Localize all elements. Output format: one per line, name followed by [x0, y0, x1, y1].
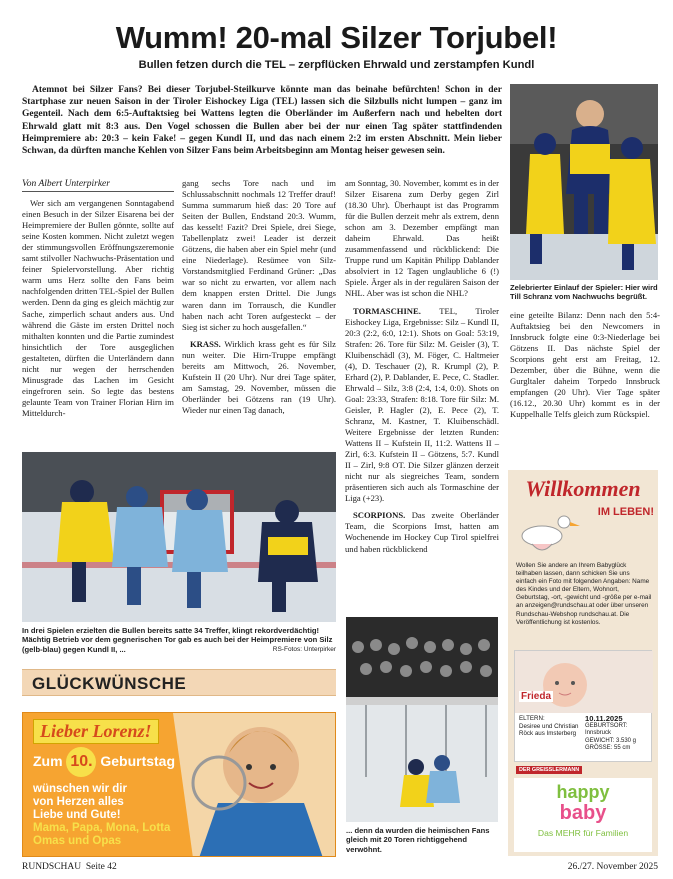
col3-keyword-scorpions: SCORPIONS.: [353, 510, 406, 521]
ad-lorenz-number: 10.: [66, 747, 96, 777]
col3-text-b: TEL, Tiroler Eishockey Liga, Ergebnisse: Silz – Kundl II, 20:3 (2:2, 6:0, 12:1). Shots on Goal: 53:19, Strafen: 26. Tore für Silz: M. Geisler (3), T. Kluibenschädl (3), M. Föger, C. Haltmeier (4), D. Teschauer (2), R. Krumpl (2), P. Erhard (2), P. Dablander, E. Pece, C. Stadler. Ehrwald – Silz, 3:8 (2:4, 1:4, 0:0). Shots on Goal: 23:33, Strafen: 8:18. Tore für Silz: M. Geisler, P. Hagler (2), E. Pece (2), T. Schranz, M. Kastner, T. Kluibenschädl. Weitere Ergebnisse der letzten Runden: Wattens II – Kufstein II, 11:2. Wattens II – Zirl, 6:3. Kufstein II – Götzens, 5:7. Kundl II – Zirl, 9:8 OT. Die Silzer glänzen derzeit nicht nur als siegreiches Team, sondern präsentieren sich auch als Tormaschine der Liga (+23).: [345, 305, 499, 504]
photo-fans-arena: [346, 617, 498, 822]
col4-text: eine geteilte Bilanz: Denn nach den 5:4-Auftaktsieg bei den Newcomers in Innsbruck folgte eine 0:3-Niederlage bei Götzens II. Das nächste Spiel der Scorpions geht erst am Freitag, 12. Dezember, über die Bühne, wenn die Gurgltaler daheim Torpedo Innsbruck empfangen (20 Uhr). Vier Tage später (16.12., 20.30 Uhr) kommt es in der Kuppelhalle Telfs gleich zum Rückspiel.: [510, 310, 660, 420]
ad-baby-title: Willkommen: [525, 476, 641, 501]
footer-page-info: RUNDSCHAU Seite 42: [22, 862, 117, 872]
article-column-1: [22, 178, 174, 419]
ad-baby-text: Wollen Sie andere an Ihrem Babyglück teilhaben lassen, dann schicken Sie uns einfach ein Foto mit folgenden Angaben: Name des Kindes und der Eltern, Wohnort, Geburtstag, -ort, -gewicht und -größe per e-mail an anzeigen@rundschau.at oder über unseren Rundschau-Webshop rundschau.at. Die Veröffentlichung ist kostenlos.: [516, 562, 652, 626]
ad-lorenz-zum: Zum: [33, 753, 63, 769]
ad-lorenz-line2: von Herzen alles: [33, 796, 124, 808]
happybaby-brand1: happy: [556, 782, 610, 802]
photo-credit: RS-Fotos: Unterpirker: [272, 645, 336, 653]
caption-hockey-game-text: In drei Spielen erzielten die Bullen bereits satte 34 Treffer, klingt rekordverdächtig! Mächtig Betrieb vor dem gegnerischen Tor gab es auch bei der Heimpremiere von Silz (gelb-blau) gegen Kundl II, ...: [22, 626, 333, 654]
happybaby-tagline: Das MEHR für Familien: [537, 828, 629, 838]
photo-player-entrance-illustration: [510, 84, 658, 280]
article-column-4: [510, 310, 660, 420]
article-column-2: [182, 178, 336, 416]
baby-parents: Desiree und Christian Röck aus Imsterberg: [519, 722, 579, 738]
footer-date: 26./27. November 2025: [567, 862, 658, 872]
ad-welcome-baby: [508, 470, 658, 856]
col2-text-b: Wirklich krass geht es für Silz nun weiter. Die Hirn-Truppe empfängt bereits am Mittwoch, 26. November, Kufstein II (20 Uhr). Nur drei Tage später, am Samstag, 29. November, müssen die Oberländer bei Götzens ran (19 Uhr). Wieder nur einen Tag danach,: [182, 338, 336, 415]
happybaby-brand2: baby: [559, 802, 607, 824]
col2-keyword: KRASS.: [190, 338, 221, 349]
lead-paragraph: [22, 84, 502, 157]
caption-fans: ... denn da wurden die heimischen Fans gleich mit 20 Toren richtiggehend verwöhnt.: [346, 826, 490, 854]
photo-fans-arena-illustration: [346, 617, 498, 822]
caption-player-entrance: Zelebrierter Einlauf der Spieler: Hier wird Till Schranz vom Nachwuchs begrüßt.: [510, 283, 658, 302]
col3-paragraph-b: [345, 306, 499, 505]
subheadline: Bullen fetzen durch die TEL – zerpflücken Ehrwald und zerstampfen Kundl: [138, 59, 535, 71]
byline: Von Albert Unterpirker: [22, 179, 174, 192]
ad-lorenz-wishes: [33, 783, 170, 848]
col1-text: Wer sich am vergangenen Sonntagabend einen Besuch in der Silzer Eisarena bei der Heimpremiere der Bullen gönnte, sollte auf seine Kosten kommen. Nicht zuletzt wegen der stimmungsvollen Eröffnungszeremonie samt stilvoller Nachwuchs-Präsentation und feiner Spielervorstellung. Aber richtig warm ums Herz sollte den Fans beim nachfolgenden dritten TEL-Spiel der Bullen werden. Denn da ging es gleich mächtig zur Sache, zimperlich schaut anders aus. Und während die Gäste im ersten Drittel noch mithalten konnten und die Partie zumindest hinsichtlich der Tore ausgeglichen gestalteten, dürften die Unterländern dann nicht nur wegen der herrschenden Minusgrade das Lachen im Gesicht eingefroren sein. So legte das bestens gelaunte Team von Trainer Florian Hirn im Mitteldurch-: [22, 198, 174, 418]
stork-icon: [512, 506, 582, 556]
headline: Wumm! 20-mal Silzer Torjubel!: [115, 20, 558, 55]
photo-hockey-game-illustration: [22, 452, 336, 622]
lead-text: Atemnot bei Silzer Fans? Bei dieser Torjubel-Steilkurve könnte man das beinahe befürchten! Schon in der Startphase zur neuen Saison in der Tiroler Eishockey Liga (TEL) lassen sich die Silzbulls nicht lumpen – ganz im Gegenteil. Nach dem 6:5-Auftaktsieg bei Wattens legten die Oberländer im Außerfern nach und hebelten dort Ehrwald glatt mit 8:3 aus. Den Vogel schossen die Bullen aber bei der nur einen Tag später stattfindenden Heimpremiere ab: 20:3 – kein Fake! – gegen Kundl II, und das nach einem 2:2 im ersten Abschnitt. Mein lieber Schwan, da dürften manche Kehlen von Silzer Fans beim Arbeitsbeginn am Montag heiser gewesen sein.: [22, 85, 502, 157]
baby-date: 10.11.2025: [585, 714, 623, 723]
photo-player-entrance: [510, 84, 658, 280]
baby-weight: GEWICHT: 3.530 g: [585, 737, 637, 744]
col3-text-a: am Sonntag, 30. November, kommt es in der Silzer Eisarena zum Derby gegen Zirl (18.30 Uhr). Überhaupt ist das Programm für die Bullen derzeit mehr als extrem, denn schon am 3. Dezember empfängt man daheim Ehrwald. Das heißt zusammenfassend und rückblickend: Die Truppe rund um Kapitän Philipp Dablander absolviert in 12 Tagen unglaubliche 6 (!) Spiele. Ärger als in der regulären Saison der NHL. Aber was ist schon die NHL?: [345, 178, 499, 299]
baby-details-block: [585, 715, 651, 753]
col3-paragraph-c: [345, 510, 499, 554]
col2-text-a: gang sechs Tore nach und im Schlussabschnitt nochmals 12 Treffer drauf! Summa summarum hieß das: 20 Tore auf Seiten der Bullen, Endstand 20:3. Wumm, das kesselt! Fazit? Drei Spiele, drei Siege, Tabellenplatz zwei! Leader ist derzeit Götzens, die haben aber ein Spiel mehr (und eine Niederlage). Resümee von Silz-Vorstandsmitglied Ferdinand Grüner: „Das war so nicht zu erwarten, vor allem nach dem knappen ersten Drittel. Die Jungs waren dann im Torrausch, die Kundler haben nach acht Toren aufgesteckt – der Sieg ist sicher zu hoch ausgefallen.“: [182, 178, 336, 332]
ad-lorenz-sig1: Mama, Papa, Mona, Lotta: [33, 822, 171, 834]
baby-name: Frieda: [521, 691, 552, 702]
ad-baby-photo: [514, 650, 652, 762]
ad-baby-subtitle: IM LEBEN!: [597, 506, 654, 518]
caption-hockey-game: [22, 626, 336, 654]
article-column-3: [345, 178, 499, 555]
ad-lorenz-sig2: Omas und Opas: [33, 835, 122, 847]
ad-lorenz-line3: Liebe und Gute!: [33, 809, 121, 821]
col3-text-c: Das zweite Oberländer Team, die Scorpions Imst, hatten am Wochenende im Hockey Cup Tirol spielfrei und haben rückblickend: [345, 510, 499, 554]
ad-lorenz-title: Lieber Lorenz!: [40, 721, 152, 741]
ad-happybaby-box: [514, 778, 652, 852]
ad-lorenz-birthday-line: [33, 747, 175, 777]
ad-baby-sponsor: DER GREISSLERMANN: [516, 766, 582, 774]
baby-photo-illustration: [515, 651, 653, 713]
section-title-glueckwuensche: GLÜCKWÜNSCHE: [22, 669, 336, 696]
ad-lorenz-line1: wünschen wir dir: [33, 783, 127, 795]
photo-hockey-game: [22, 452, 336, 622]
col2-paragraph-b: [182, 339, 336, 416]
baby-size: GRÖSSE: 55 cm: [585, 745, 631, 752]
ad-lorenz-birthday: Geburtstag: [100, 753, 176, 769]
baby-parents-label: ELTERN:: [519, 715, 545, 722]
ad-birthday-lorenz: [22, 712, 336, 857]
col3-keyword-tormaschine: TORMASCHINE.: [353, 305, 421, 316]
baby-birthplace: GEBURTSORT: Innsbruck: [585, 722, 628, 737]
ad-lorenz-title-box: [33, 719, 159, 744]
baby-parents-block: [519, 715, 581, 738]
